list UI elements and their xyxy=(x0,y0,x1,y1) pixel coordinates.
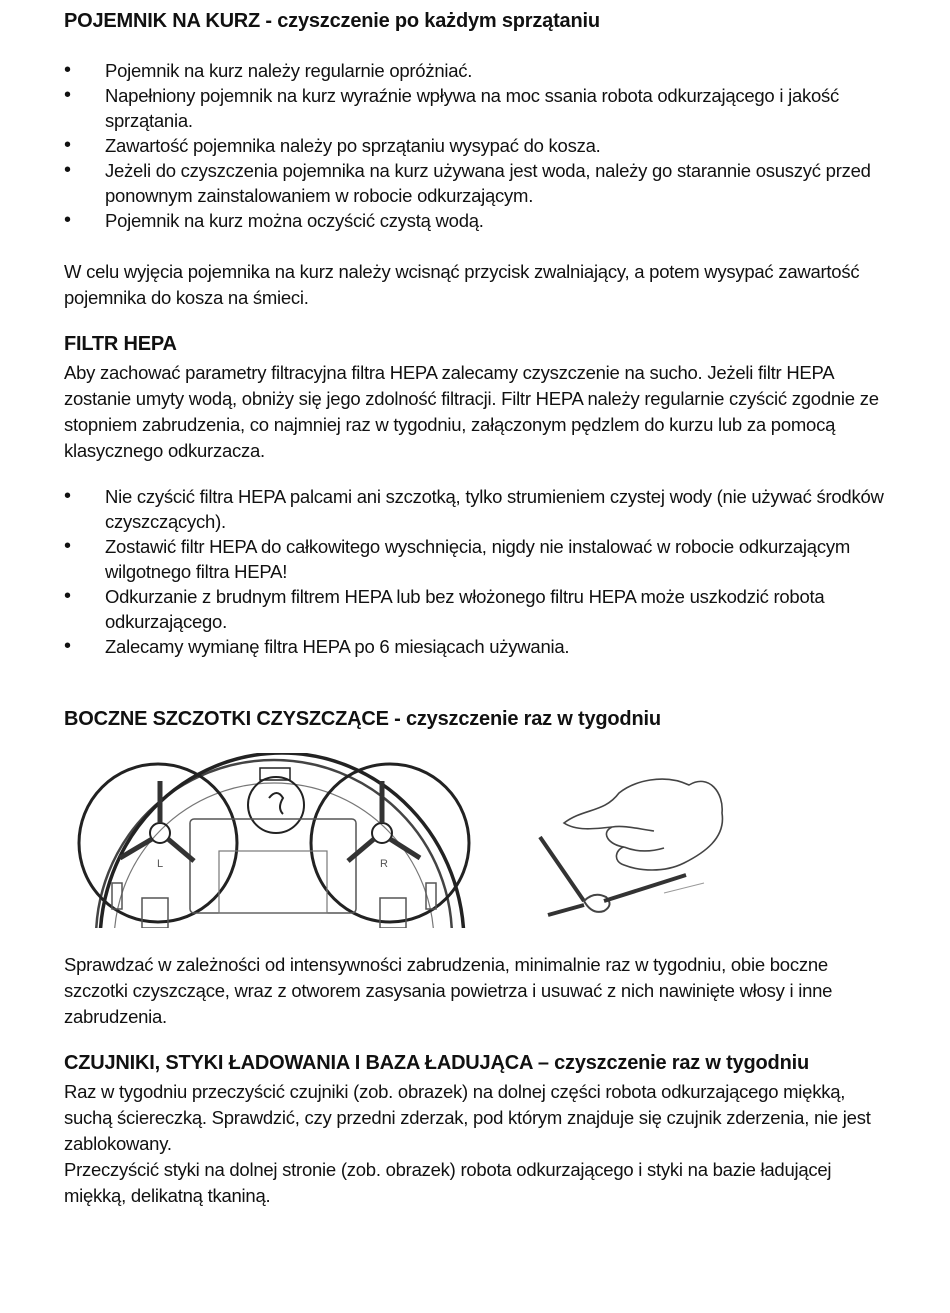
side-brushes-illustration xyxy=(64,753,894,931)
list-item: • Zostawić filtr HEPA do całkowitego wyschnięcia, nigdy nie instalować w robocie odkurzającym wilgotnego filtra HEPA! xyxy=(64,534,894,584)
robot-underside-drawing xyxy=(64,753,894,931)
side-brushes-paragraph: Sprawdzać w zależności od intensywności zabrudzenia, minimalnie raz w tygodniu, obie boczne szczotki czyszczące, wraz z otworem zasysania powietrza i usuwać z nich nawinięte włosy i inne zabrudzenia. xyxy=(64,954,833,1027)
dust-container-heading: POJEMNIK NA KURZ - czyszczenie po każdym sprzątaniu xyxy=(64,10,600,32)
dust-container-bullet-list xyxy=(64,58,894,233)
list-item: • Napełniony pojemnik na kurz wyraźnie wpływa na moc ssania robota odkurzającego i jakość sprzątania. xyxy=(64,83,894,133)
left-brush-label: L xyxy=(156,858,164,870)
right-brush-label: R xyxy=(380,858,388,870)
sensors-paragraph-2: Przeczyścić styki na dolnej stronie (zob. obrazek) robota odkurzającego i styki na bazie ładującej miękką, delikatną tkaniną. xyxy=(64,1159,832,1206)
dust-container-paragraph: W celu wyjęcia pojemnika na kurz należy wcisnąć przycisk zwalniający, a potem wysypać zawartość pojemnika do kosza na śmieci. xyxy=(64,261,860,308)
list-item: • Zawartość pojemnika należy po sprzątaniu wysypać do kosza. xyxy=(64,133,894,158)
hand-cleaning-brush-drawing xyxy=(540,779,722,915)
list-item: • Jeżeli do czyszczenia pojemnika na kurz używana jest woda, należy go starannie osuszyć przed ponownym zainstalowaniem w robocie odkurzającym. xyxy=(64,158,894,208)
sensors-heading: CZUJNIKI, STYKI ŁADOWANIA I BAZA ŁADUJĄCA – czyszczenie raz w tygodniu xyxy=(64,1052,809,1074)
hepa-filter-paragraph: Aby zachować parametry filtracyjna filtra HEPA zalecamy czyszczenie na sucho. Jeżeli filtr HEPA zostanie umyty wodą, obniży się jego zdolność filtracji. Filtr HEPA należy regularnie czyścić zgodnie ze stopniem zabrudzenia, co najmniej raz w tygodniu, załączonym pędzlem do kurzu lub za pomocą klasycznego odkurzacza. xyxy=(64,362,879,461)
list-item: • Pojemnik na kurz można oczyścić czystą wodą. xyxy=(64,208,894,233)
hepa-filter-heading: FILTR HEPA xyxy=(64,333,177,355)
list-item: • Zalecamy wymianę filtra HEPA po 6 miesiącach używania. xyxy=(64,634,894,659)
list-item: • Nie czyścić filtra HEPA palcami ani szczotką, tylko strumieniem czystej wody (nie używać środków czyszczących). xyxy=(64,484,894,534)
side-brushes-heading: BOCZNE SZCZOTKI CZYSZCZĄCE - czyszczenie raz w tygodniu xyxy=(64,708,661,730)
hepa-filter-bullet-list xyxy=(64,484,894,659)
list-item: • Odkurzanie z brudnym filtrem HEPA lub bez włożonego filtru HEPA może uszkodzić robota odkurzającego. xyxy=(64,584,894,634)
list-item: • Pojemnik na kurz należy regularnie opróżniać. xyxy=(64,58,894,83)
sensors-paragraph-1: Raz w tygodniu przeczyścić czujniki (zob. obrazek) na dolnej części robota odkurzającego miękką, suchą ściereczką. Sprawdzić, czy przedni zderzak, pod którym znajduje się czujnik zderzenia, nie jest zablokowany. xyxy=(64,1081,871,1154)
